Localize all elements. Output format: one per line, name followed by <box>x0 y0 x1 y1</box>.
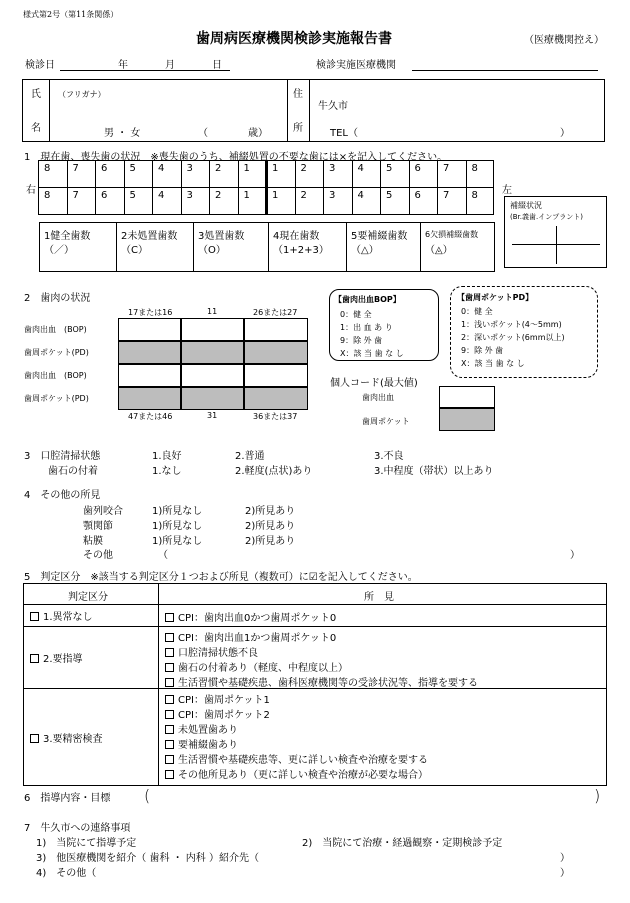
tel-label: TEL（ <box>330 128 358 139</box>
lower-tooth-2[interactable]: 2 <box>215 190 222 201</box>
other-finding-yes[interactable]: 2)所見あり <box>245 536 296 547</box>
lower-tooth-4[interactable]: 4 <box>357 190 364 201</box>
lower-tooth-4[interactable]: 4 <box>158 190 165 201</box>
address-label-1: 住 <box>293 89 303 100</box>
count-sub-6: （◬） <box>425 245 453 256</box>
contact-item-3[interactable]: 3) 他医療機関を紹介（ 歯科 ・ 内科 ）紹介先（ <box>36 853 259 864</box>
checkbox[interactable] <box>165 725 174 734</box>
bop-legend-item: X：該 当 歯 な し <box>340 349 404 358</box>
checkbox[interactable] <box>30 654 39 663</box>
gum-cell[interactable] <box>244 341 308 364</box>
year-label: 年 <box>118 60 128 71</box>
contact-item-4-close: ） <box>560 868 570 879</box>
finding-label: 要補綴歯あり <box>178 740 238 751</box>
finding-label: 生活習慣や基礎疾患等、更に詳しい検査や治療を要する <box>178 755 428 766</box>
checkbox[interactable] <box>30 612 39 621</box>
calc-opt-3[interactable]: 3.中程度（帯状）以上あり <box>374 466 494 477</box>
lower-tooth-3[interactable]: 3 <box>186 190 193 201</box>
age-close: 歳） <box>248 128 268 139</box>
finding-item[interactable] <box>165 691 270 706</box>
finding-item[interactable] <box>165 721 238 736</box>
upper-tooth-3[interactable]: 3 <box>329 163 336 174</box>
upper-tooth-3[interactable]: 3 <box>186 163 193 174</box>
tel-close: ） <box>560 128 570 139</box>
finding-item[interactable] <box>165 644 258 659</box>
gum-row-label-2: 歯周ポケット(PD) <box>24 348 89 357</box>
count-sub-4: （1+2+3） <box>273 245 329 256</box>
count-sub-1: （／） <box>44 245 74 256</box>
finding-item[interactable] <box>165 629 336 644</box>
finding-item[interactable] <box>165 674 478 689</box>
right-label: 右 <box>26 185 36 196</box>
gum-bottom-label-3: 36または37 <box>253 412 298 421</box>
finding-label: 未処置歯あり <box>178 725 238 736</box>
count-sub-2: （C） <box>121 245 148 256</box>
pd-legend-item: 2：深いポケット(6mm以上) <box>461 333 565 342</box>
lower-tooth-5[interactable]: 5 <box>386 190 393 201</box>
pd-legend-title: 【歯周ポケットPD】 <box>457 293 534 302</box>
upper-tooth-1[interactable]: 1 <box>243 163 250 174</box>
count-field-1[interactable] <box>41 255 114 269</box>
lower-tooth-2[interactable]: 2 <box>300 190 307 201</box>
other-open: （ <box>158 550 168 561</box>
clean-opt-1[interactable]: 1.良好 <box>152 451 182 462</box>
count-sub-5: （△） <box>351 245 379 256</box>
checkbox[interactable] <box>165 633 174 642</box>
midline <box>265 160 268 215</box>
exam-date-field[interactable] <box>60 70 230 71</box>
section3-title: 3 口腔清掃状態 <box>24 451 101 462</box>
other-finding-yes[interactable]: 2)所見あり <box>245 521 296 532</box>
upper-tooth-8[interactable]: 8 <box>44 163 51 174</box>
gum-cell[interactable] <box>181 387 244 410</box>
contact-item-4[interactable]: 4) その他（ <box>36 868 97 879</box>
bop-legend-item: 9：除 外 歯 <box>340 336 383 345</box>
upper-tooth-4[interactable]: 4 <box>357 163 364 174</box>
count-label-3: 3処置歯数 <box>198 231 245 242</box>
lower-tooth-8[interactable]: 8 <box>44 190 51 201</box>
category-label: 1.異常なし <box>43 612 93 623</box>
other-finding-no[interactable]: 1)所見なし <box>152 521 203 532</box>
section4-title: 4 その他の所見 <box>24 490 101 501</box>
other-finding-yes[interactable]: 2)所見あり <box>245 506 296 517</box>
upper-tooth-2[interactable]: 2 <box>300 163 307 174</box>
upper-tooth-4[interactable]: 4 <box>158 163 165 174</box>
gum-row-label-3: 歯肉出血 (BOP) <box>24 371 87 380</box>
prosthetic-sub: (Br.義歯.インプラント) <box>510 213 583 221</box>
bop-legend-title: 【歯肉出血BOP】 <box>334 295 401 304</box>
checkbox[interactable] <box>165 740 174 749</box>
calc-opt-2[interactable]: 2.軽度(点状)あり <box>235 466 313 477</box>
gum-cell[interactable] <box>181 364 244 387</box>
count-label-4: 4現在歯数 <box>273 231 320 242</box>
upper-tooth-5[interactable]: 5 <box>129 163 136 174</box>
finding-label: CPI：歯周ポケット1 <box>178 695 270 706</box>
finding-label: CPI：歯肉出血1かつ歯周ポケット0 <box>178 633 337 644</box>
lower-tooth-7[interactable]: 7 <box>443 190 450 201</box>
count-field-5[interactable] <box>348 255 418 269</box>
finding-item[interactable] <box>165 751 428 766</box>
copy-note: （医療機関控え） <box>524 35 604 46</box>
category-label: 2.要指導 <box>43 654 83 665</box>
left-label: 左 <box>502 185 512 196</box>
other-finding-no[interactable]: 1)所見なし <box>152 536 203 547</box>
checkbox[interactable] <box>165 770 174 779</box>
lower-tooth-3[interactable]: 3 <box>329 190 336 201</box>
gum-row-label-4: 歯周ポケット(PD) <box>24 394 89 403</box>
gum-top-label-1: 17または16 <box>128 308 173 317</box>
gum-cell[interactable] <box>118 364 181 387</box>
contact-item-1[interactable]: 1) 当院にて指導予定 <box>36 838 137 849</box>
lower-tooth-1[interactable]: 1 <box>272 190 279 201</box>
finding-label: 生活習慣や基礎疾患、歯科医療機関等の受診状況等、指導を要する <box>178 678 478 689</box>
judgement-category-1[interactable] <box>30 608 93 623</box>
pc-bop-label: 歯肉出血 <box>362 393 394 402</box>
gum-bottom-label-2: 31 <box>207 411 218 420</box>
finding-item[interactable] <box>165 706 270 721</box>
contact-item-2[interactable]: 2) 当院にて治療・経過観察・定期検診予定 <box>302 838 503 849</box>
gum-cell[interactable] <box>181 318 244 341</box>
clean-opt-2[interactable]: 2.普通 <box>235 451 265 462</box>
other-close: ） <box>570 550 580 561</box>
upper-tooth-6[interactable]: 6 <box>414 163 421 174</box>
judgement-col2-header: 所 見 <box>364 592 394 603</box>
lower-tooth-1[interactable]: 1 <box>243 190 250 201</box>
name-label-2: 名 <box>31 123 41 134</box>
form-number: 様式第2号（第11条関係） <box>23 10 119 19</box>
lower-tooth-6[interactable]: 6 <box>414 190 421 201</box>
judgement-category-3[interactable] <box>30 730 103 745</box>
checkbox[interactable] <box>165 755 174 764</box>
section6-title: 6 指導内容・目標 <box>24 793 111 804</box>
pc-pd-label: 歯周ポケット <box>362 417 410 426</box>
count-label-6: 6欠損補綴歯数 <box>425 230 479 239</box>
institution-label: 検診実施医療機関 <box>316 60 396 71</box>
checkbox[interactable] <box>165 710 174 719</box>
finding-item[interactable] <box>165 766 428 781</box>
gum-bottom-label-1: 47または46 <box>128 412 173 421</box>
finding-label: 口腔清掃状態不良 <box>178 648 258 659</box>
count-field-3[interactable] <box>195 255 266 269</box>
address-label-2: 所 <box>293 123 303 134</box>
bop-legend-item: 1：出 血 あ り <box>340 323 393 332</box>
lower-tooth-7[interactable]: 7 <box>72 190 79 201</box>
count-field-6[interactable] <box>422 255 493 269</box>
gum-cell[interactable] <box>118 318 181 341</box>
bop-legend-item: 0：健 全 <box>340 310 372 319</box>
upper-tooth-1[interactable]: 1 <box>272 163 279 174</box>
count-label-1: 1健全歯数 <box>44 231 91 242</box>
finding-label: CPI：歯周ポケット2 <box>178 710 270 721</box>
judgement-category-2[interactable] <box>30 650 83 665</box>
checkbox[interactable] <box>165 695 174 704</box>
exam-date-label: 検診日 <box>25 60 55 71</box>
finding-label: 歯石の付着あり（軽度、中程度以上） <box>178 663 348 674</box>
clean-opt-3[interactable]: 3.不良 <box>374 451 404 462</box>
checkbox[interactable] <box>30 734 39 743</box>
upper-tooth-7[interactable]: 7 <box>72 163 79 174</box>
section5-title: 5 判定区分 ※該当する判定区分１つおよび所見（複数可）に☑を記入してください。 <box>24 572 418 583</box>
furigana-label: （フリガナ） <box>58 90 106 99</box>
pd-legend-item: X：該 当 歯 な し <box>461 359 525 368</box>
day-label: 日 <box>212 60 222 71</box>
lower-tooth-8[interactable]: 8 <box>471 190 478 201</box>
personal-code-label: 個人コード(最大値) <box>330 378 418 389</box>
finding-item[interactable] <box>165 736 238 751</box>
other-finding-label: 顎関節 <box>83 521 113 532</box>
checkbox[interactable] <box>165 663 174 672</box>
calc-opt-1[interactable]: 1.なし <box>152 466 182 477</box>
count-field-2[interactable] <box>118 255 191 269</box>
pd-legend-item: 0：健 全 <box>461 307 493 316</box>
upper-tooth-5[interactable]: 5 <box>386 163 393 174</box>
other-label: その他 <box>83 550 113 561</box>
institution-field[interactable] <box>412 70 598 71</box>
pc-bop-cell[interactable] <box>439 386 495 408</box>
lower-tooth-5[interactable]: 5 <box>129 190 136 201</box>
section1-title: 1 現在歯、喪失歯の状況 ※喪失歯のうち、補綴処置の不要な歯には×を記入してください。 <box>24 152 448 163</box>
judgement-col1-header: 判定区分 <box>68 592 108 603</box>
checkbox[interactable] <box>165 613 174 622</box>
gum-top-label-3: 26または27 <box>253 308 298 317</box>
count-sub-3: （O） <box>198 245 226 256</box>
calculus-label: 歯石の付着 <box>48 466 98 477</box>
checkbox[interactable] <box>165 648 174 657</box>
contact-item-3-close: ） <box>560 853 570 864</box>
guidance-field[interactable] <box>152 790 592 804</box>
age-open: （ <box>198 128 208 139</box>
upper-tooth-8[interactable]: 8 <box>471 163 478 174</box>
finding-label: CPI：歯肉出血0かつ歯周ポケット0 <box>178 613 337 624</box>
city-name: 牛久市 <box>318 101 348 112</box>
pd-legend-item: 9：除 外 歯 <box>461 346 504 355</box>
pc-pd-cell[interactable] <box>439 408 495 431</box>
other-finding-label: 粘膜 <box>83 536 103 547</box>
prosthetic-title: 補綴状況 <box>510 201 542 210</box>
other-finding-label: 歯列咬合 <box>83 506 123 517</box>
section7-title: 7 牛久市への連絡事項 <box>24 823 131 834</box>
gum-cell[interactable] <box>244 318 308 341</box>
gum-cell[interactable] <box>244 364 308 387</box>
sex-options[interactable]: 男 ・ 女 <box>104 128 141 139</box>
upper-tooth-7[interactable]: 7 <box>443 163 450 174</box>
finding-item[interactable] <box>165 659 348 674</box>
gum-cell[interactable] <box>118 387 181 410</box>
month-label: 月 <box>165 60 175 71</box>
upper-tooth-2[interactable]: 2 <box>215 163 222 174</box>
checkbox[interactable] <box>165 678 174 687</box>
gum-cell[interactable] <box>181 341 244 364</box>
gum-top-label-2: 11 <box>207 307 218 316</box>
finding-item[interactable] <box>165 609 336 624</box>
page-title: 歯周病医療機関検診実施報告書 <box>196 31 392 47</box>
count-field-4[interactable] <box>270 255 344 269</box>
gum-cell[interactable] <box>118 341 181 364</box>
count-label-2: 2未処置歯数 <box>121 231 178 242</box>
gum-row-label-1: 歯肉出血 (BOP) <box>24 325 87 334</box>
lower-tooth-6[interactable]: 6 <box>101 190 108 201</box>
category-label: 3.要精密検査 <box>43 734 103 745</box>
pd-legend-item: 1：浅いポケット(4～5mm) <box>461 320 562 329</box>
count-label-5: 5要補綴歯数 <box>351 231 408 242</box>
finding-label: その他所見あり（更に詳しい検査や治療が必要な場合） <box>178 770 428 781</box>
other-finding-no[interactable]: 1)所見なし <box>152 506 203 517</box>
gum-cell[interactable] <box>244 387 308 410</box>
name-label-1: 氏 <box>31 89 41 100</box>
upper-tooth-6[interactable]: 6 <box>101 163 108 174</box>
section2-title: 2 歯肉の状況 <box>24 293 91 304</box>
